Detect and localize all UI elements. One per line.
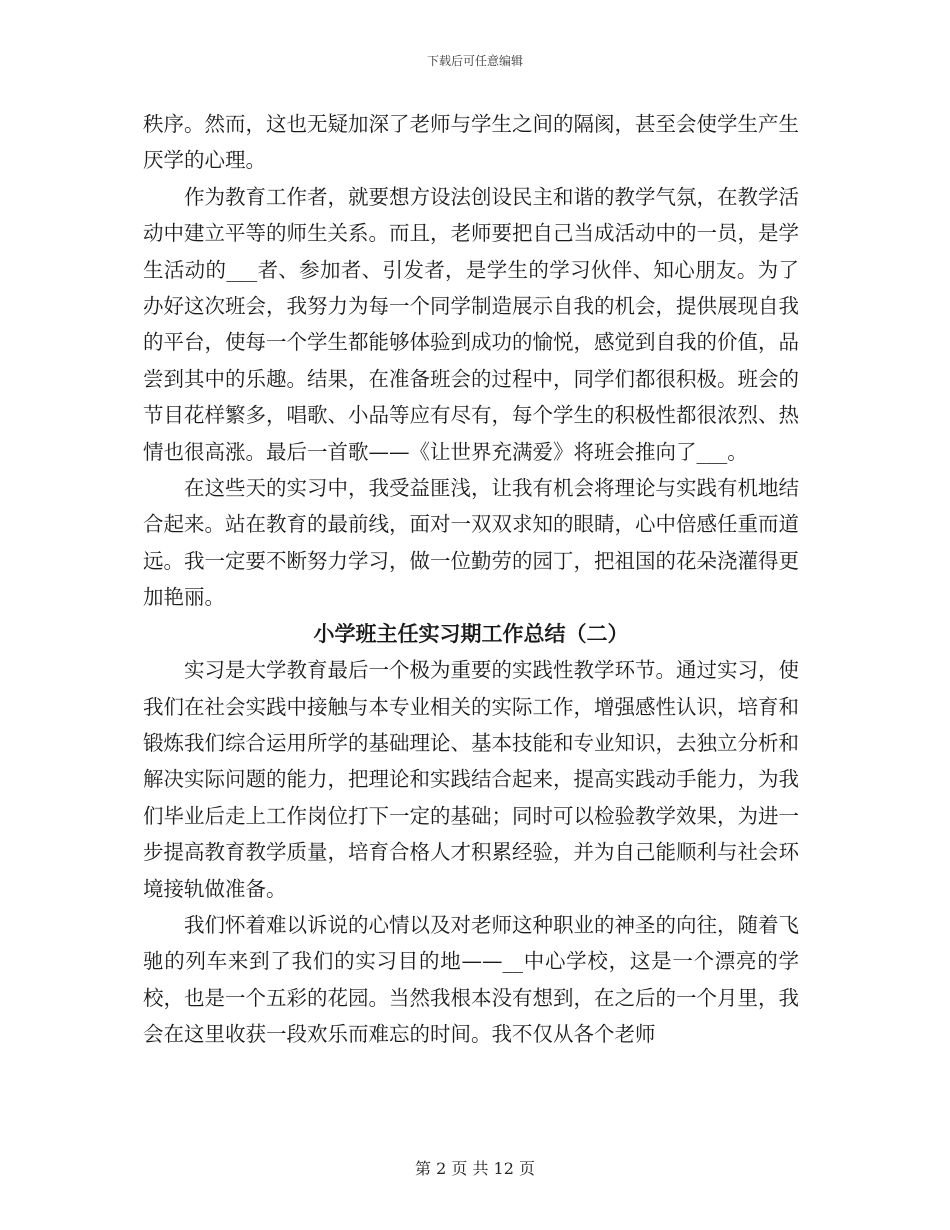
header-note: 下载后可任意编辑 (426, 54, 523, 68)
document-body (143, 106, 799, 1053)
paragraph-3: 在这些天的实习中，我受益匪浅，让我有机会将理论与实践有机地结合起来。站在教育的最前线，面对一双双求知的眼睛，心中倍感任重而道远。我一定要不断努力学习，做一位勤劳的园丁，把祖国的花朵浇灌得更加艳丽。 (143, 476, 799, 610)
paragraph-5: 我们怀着难以诉说的心情以及对老师这种职业的神圣的向往，随着飞驰的列车来到了我们的实习目的地——__中心学校，这是一个漂亮的学校，也是一个五彩的花园。当然我根本没有想到，在之后的一个月里，我会在这里收获一段欢乐而难忘的时间。我不仅从各个老师 (143, 912, 799, 1047)
paragraph-4: 实习是大学教育最后一个极为重要的实践性教学环节。通过实习，使我们在社会实践中接触与本专业相关的实际工作，增强感性认识，培育和锻炼我们综合运用所学的基础理论、基本技能和专业知识，去独立分析和解决实际问题的能力，把理论和实践结合起来，提高实践动手能力，为我们毕业后走上工作岗位打下一定的基础；同时可以检验教学效果，为进一步提高教育教学质量，培育合格人才积累经验，并为自己能顺利与社会环境接轨做准备。 (143, 658, 799, 901)
paragraph-2: 作为教育工作者，就要想方设法创设民主和谐的教学气氛，在教学活动中建立平等的师生关系。而且，老师要把自己当成活动中的一员，是学生活动的___者、参加者、引发者，是学生的学习伙伴、知心朋友。为了办好这次班会，我努力为每一个同学制造展示自我的机会，提供展现自我的平台，使每一个学生都能够体验到成功的愉悦，感觉到自我的价值，品尝到其中的乐趣。结果，在准备班会的过程中，同学们都很积极。班会的节目花样繁多，唱歌、小品等应有尽有，每个学生的积极性都很浓烈、热情也很高涨。最后一首歌——《让世界充满爱》将班会推向了___。 (143, 184, 799, 464)
paragraph-1: 秩序。然而，这也无疑加深了老师与学生之间的隔阂，甚至会使学生产生厌学的心理。 (143, 112, 799, 173)
section-title: 小学班主任实习期工作总结（二） (313, 620, 629, 646)
page-number-footer: 第 2 页 共 12 页 (415, 1159, 535, 1178)
